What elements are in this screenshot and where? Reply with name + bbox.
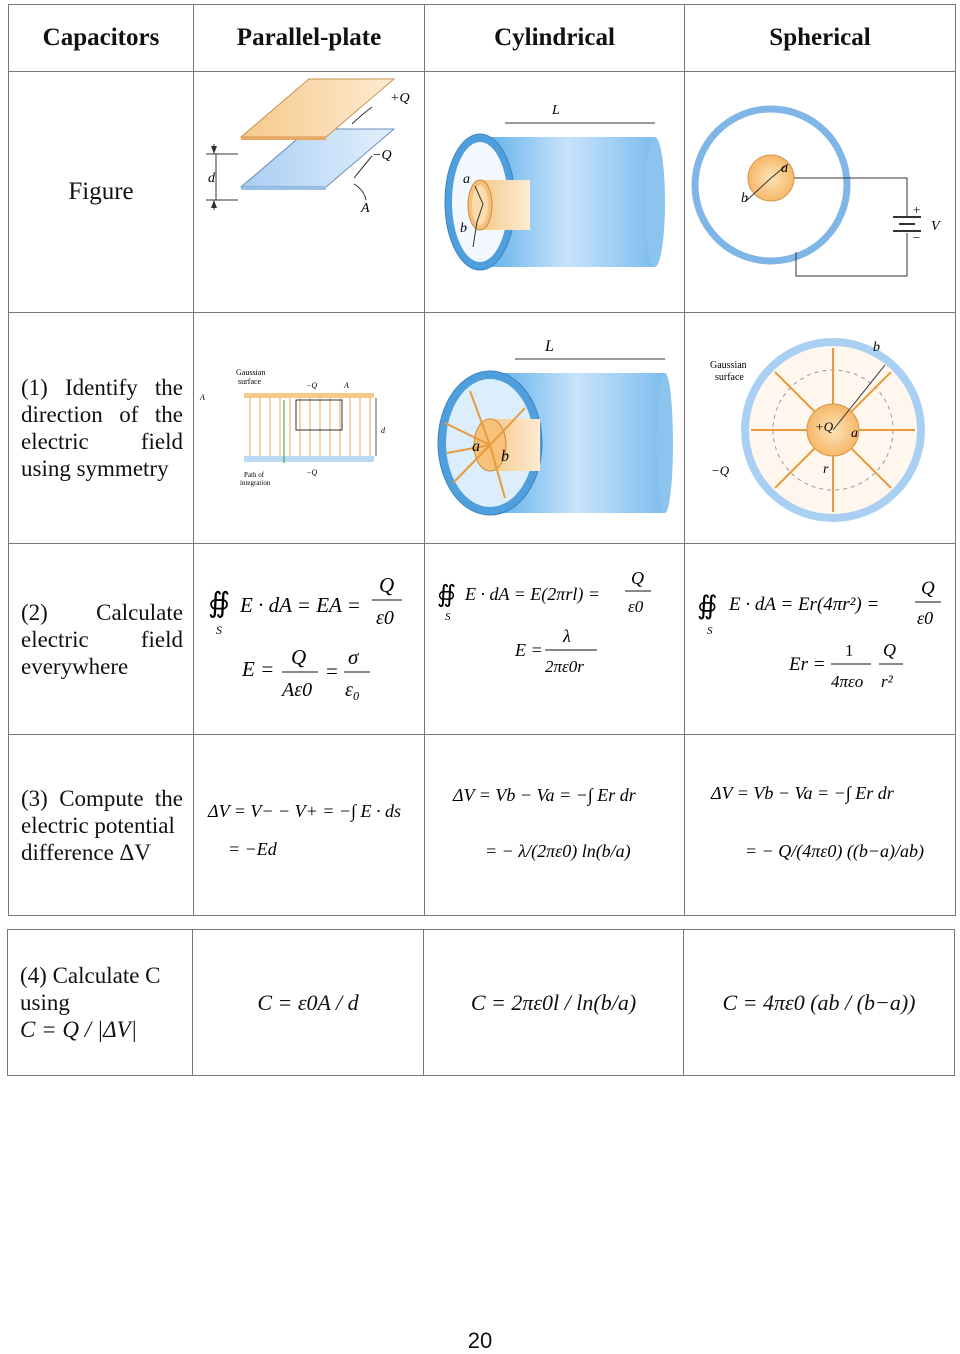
field-row [9, 544, 956, 735]
header-cylindrical: Cylindrical [425, 5, 685, 72]
spherical-a-label: a [781, 161, 788, 176]
svg-text:∯: ∯ [208, 588, 231, 619]
parallel-bottom-minus-q-label: −Q [306, 468, 318, 477]
figure-row [9, 72, 956, 313]
symmetry-label-line4: using symmetry [21, 456, 169, 481]
header-capacitors: Capacitors [9, 5, 194, 72]
spherical-sym-b-label: b [873, 340, 880, 355]
cylindrical-field-q: Q [631, 568, 644, 588]
symmetry-label [9, 313, 194, 544]
parallel-field-q: Q [379, 573, 395, 597]
spherical-field-eq2: Er = [789, 654, 826, 675]
parallel-field-s: S [216, 623, 222, 637]
parallel-area-label: A [361, 201, 370, 216]
parallel-potential-eq1: ΔV = V− − V+ = −∫ E · ds [208, 801, 402, 821]
potential-label [9, 735, 194, 916]
symmetry-row [9, 313, 956, 544]
spherical-field-eq1: E · dA = Er(4πr²) = [729, 594, 880, 615]
potential-label-line1: (3) Compute the [21, 785, 183, 811]
parallel-plate-figure [194, 72, 425, 313]
parallel-d-label: d [208, 171, 215, 186]
parallel-field-eq1: E · dA = EA = [240, 593, 361, 617]
cylindrical-field-eq1: E · dA = E(2πrl) = [465, 584, 600, 604]
spherical-capacitance-formula: C = 4πε0 (ab / (b−a)) [684, 930, 955, 1076]
spherical-sym-r-label: r [823, 462, 829, 477]
cylindrical-potential-eq2: = − λ/(2πε0) ln(b/a) [485, 841, 631, 861]
cylindrical-l-label: L [552, 103, 560, 118]
figure-label: Figure [9, 72, 194, 313]
parallel-top-minus-q-label: −Q [306, 381, 318, 390]
cylindrical-field-formula [425, 544, 685, 735]
cylindrical-a-label: a [463, 172, 470, 187]
spherical-symmetry-figure [685, 313, 956, 544]
svg-text:=: = [326, 659, 338, 683]
capacitance-label-line2: using [20, 990, 70, 1015]
page-number: 20 [467, 1328, 493, 1353]
cylindrical-field-eps0: ε0 [628, 597, 644, 616]
spherical-potential-formula [685, 735, 956, 916]
svg-text:Q: Q [883, 640, 896, 660]
parallel-potential-formula [194, 735, 425, 916]
spherical-gaussian-label: Gaussian [710, 360, 747, 371]
cylindrical-field-s: S [445, 611, 451, 623]
svg-text:∯: ∯ [697, 591, 718, 620]
spherical-field-denom1: 4πεo [831, 672, 864, 691]
potential-label-line3: difference ΔV [21, 839, 151, 865]
field-label-line3: everywhere [21, 653, 129, 679]
spherical-b-label: b [741, 191, 748, 206]
parallel-capacitance-formula: C = ε0A / d [193, 930, 424, 1076]
parallel-top-a-label: A [344, 381, 349, 390]
spherical-sym-plus-q-label: +Q [815, 419, 834, 434]
capacitance-row [8, 930, 955, 1076]
spherical-v-label: V [931, 219, 940, 234]
spherical-field-eps0: ε0 [917, 608, 934, 628]
capacitance-table [7, 929, 955, 1076]
spherical-surface-label: surface [715, 372, 744, 383]
parallel-surface-label: surface [238, 377, 262, 386]
field-label [9, 544, 194, 735]
header-parallel-plate: Parallel-plate [194, 5, 425, 72]
header-spherical: Spherical [685, 5, 956, 72]
parallel-field-formula [194, 544, 425, 735]
parallel-path-label-2: integration [240, 479, 271, 487]
symmetry-label-line1: (1) Identify the [21, 375, 183, 400]
parallel-path-label-1: Path of [244, 471, 265, 479]
parallel-potential-eq2: = −Ed [228, 839, 277, 859]
field-label-line2: electric field [21, 626, 183, 652]
cylindrical-b-label: b [460, 221, 467, 236]
spherical-minus-label: − [913, 230, 921, 245]
cylindrical-figure [425, 72, 685, 313]
capacitance-label [8, 930, 193, 1076]
parallel-plus-q-label: +Q [390, 91, 410, 106]
capacitor-table [8, 4, 956, 916]
symmetry-label-line2: direction of the [21, 402, 183, 427]
potential-label-line2: electric potential [21, 812, 175, 838]
parallel-minus-q-label: −Q [372, 148, 392, 163]
spherical-figure [685, 72, 956, 313]
symmetry-label-line3: electric field [21, 429, 183, 454]
spherical-potential-eq2: = − Q/(4πε0) ((b−a)/ab) [745, 841, 925, 861]
cylindrical-capacitance-formula: C = 2πε0l / ln(b/a) [424, 930, 684, 1076]
svg-text:∯: ∯ [437, 582, 456, 608]
spherical-potential-eq1: ΔV = Vb − Va = −∫ Er dr [711, 783, 894, 803]
spherical-sym-minus-q-label: −Q [711, 463, 730, 478]
spherical-field-q: Q [921, 578, 935, 599]
parallel-sym-d-label: d [381, 426, 385, 435]
spherical-sym-a-label: a [851, 426, 858, 441]
parallel-field-a-eps0: Aε0 [282, 679, 313, 701]
spherical-field-denom2: r² [881, 672, 893, 691]
cylindrical-potential-eq1: ΔV = Vb − Va = −∫ Er dr [453, 785, 636, 805]
cylindrical-symmetry-figure [425, 313, 685, 544]
svg-text:Q: Q [291, 645, 307, 669]
capacitance-label-line1: (4) Calculate C [20, 963, 161, 988]
cylindrical-sym-b-label: b [501, 448, 509, 465]
parallel-gaussian-label: Gaussian [236, 368, 266, 377]
parallel-field-sigma: σ [348, 645, 359, 669]
spherical-field-s: S [707, 625, 713, 637]
cylindrical-sym-a-label: a [472, 438, 480, 455]
cylindrical-field-denom: 2πε0r [545, 657, 584, 676]
spherical-plus-label: + [913, 202, 921, 217]
header-row [9, 5, 956, 72]
parallel-symmetry-figure [194, 313, 425, 544]
cylindrical-potential-formula [425, 735, 685, 916]
parallel-field-eq2: E = [242, 657, 275, 681]
cylindrical-field-lambda: λ [563, 626, 571, 646]
svg-text:ε₀: ε₀ [345, 679, 360, 701]
capacitance-label-line3: C = Q / |ΔV| [20, 1017, 138, 1042]
spherical-field-formula [685, 544, 956, 735]
parallel-field-eps0: ε0 [376, 607, 394, 629]
cylindrical-field-eq2: E = [515, 640, 543, 660]
field-label-line1: (2) Calculate [21, 599, 183, 625]
cylindrical-sym-l-label: L [545, 338, 554, 355]
spherical-field-one: 1 [845, 641, 854, 660]
parallel-left-a-label: A [200, 393, 205, 402]
potential-row [9, 735, 956, 916]
